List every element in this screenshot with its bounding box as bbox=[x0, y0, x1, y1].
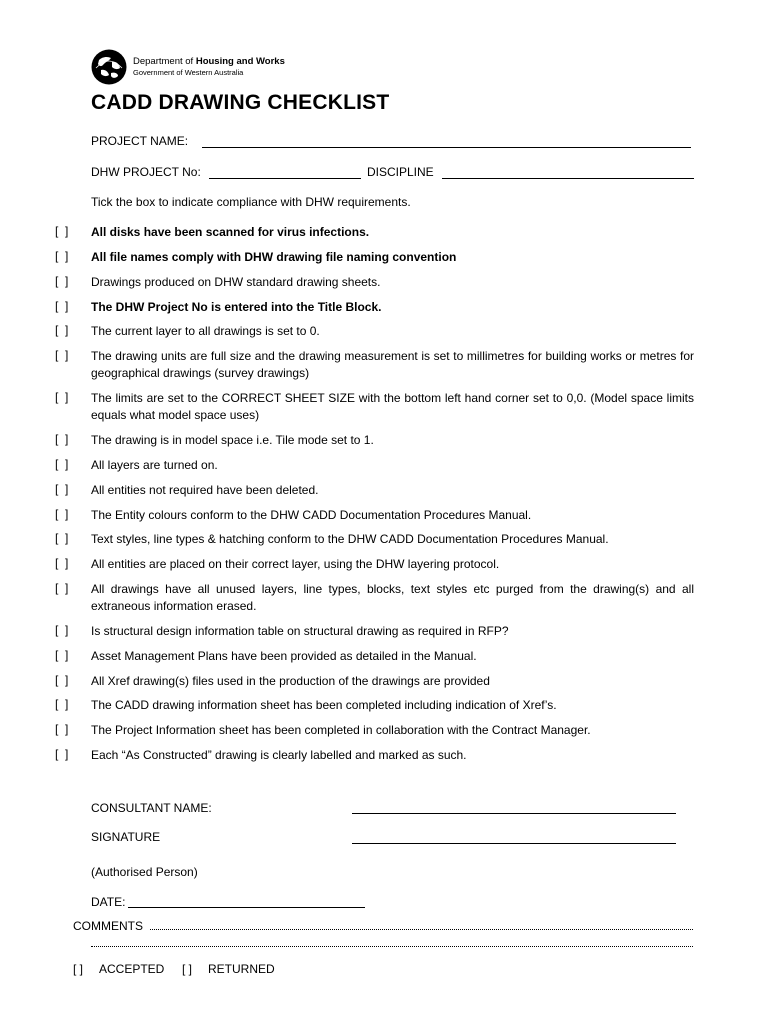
checklist-checkbox[interactable]: [ ] bbox=[55, 224, 69, 238]
project-name-field[interactable] bbox=[202, 147, 691, 148]
signature-label: SIGNATURE bbox=[91, 830, 161, 844]
checklist-checkbox[interactable]: [ ] bbox=[55, 274, 69, 288]
checklist-checkbox[interactable]: [ ] bbox=[55, 507, 69, 521]
checklist-item-text: All drawings have all unused layers, line types, blocks, text styles etc purged from the drawing(s) and all extraneous information erased. bbox=[91, 582, 694, 613]
checklist-checkbox[interactable]: [ ] bbox=[55, 482, 69, 496]
checklist-checkbox[interactable]: [ ] bbox=[55, 390, 69, 404]
dhw-project-no-field[interactable] bbox=[209, 178, 361, 179]
checklist-checkbox[interactable]: [ ] bbox=[55, 697, 69, 711]
checklist-checkbox[interactable]: [ ] bbox=[55, 457, 69, 471]
date-label: DATE: bbox=[91, 895, 126, 909]
checklist-item-text: Each “As Constructed” drawing is clearly labelled and marked as such. bbox=[91, 748, 467, 762]
comments-line-1[interactable] bbox=[150, 929, 693, 930]
government-name: Government of Western Australia bbox=[133, 68, 244, 77]
checklist-item-text: Asset Management Plans have been provided as detailed in the Manual. bbox=[91, 649, 477, 663]
consultant-name-field[interactable] bbox=[352, 813, 676, 814]
checklist-checkbox[interactable]: [ ] bbox=[55, 623, 69, 637]
checklist-item-text: All entities are placed on their correct layer, using the DHW layering protocol. bbox=[91, 557, 500, 571]
returned-checkbox[interactable]: [ ] bbox=[182, 962, 193, 976]
dhw-project-no-label: DHW PROJECT No: bbox=[91, 165, 201, 179]
wa-government-crest-icon bbox=[90, 48, 128, 86]
checklist-checkbox[interactable]: [ ] bbox=[55, 581, 69, 595]
checklist-checkbox[interactable]: [ ] bbox=[55, 348, 69, 362]
comments-label: COMMENTS bbox=[73, 919, 143, 933]
accepted-label: ACCEPTED bbox=[99, 962, 165, 976]
checklist-item-text: Text styles, line types & hatching conform to the DHW CADD Documentation Procedures Manual. bbox=[91, 532, 609, 546]
discipline-field[interactable] bbox=[442, 178, 694, 179]
checklist-checkbox[interactable]: [ ] bbox=[55, 648, 69, 662]
checklist-item-text: The limits are set to the CORRECT SHEET SIZE with the bottom left hand corner set to 0,0. (Model space limits equals what model space uses) bbox=[91, 391, 694, 422]
checklist-checkbox[interactable]: [ ] bbox=[55, 299, 69, 313]
project-name-label: PROJECT NAME: bbox=[91, 134, 189, 148]
checklist-checkbox[interactable]: [ ] bbox=[55, 432, 69, 446]
consultant-name-label: CONSULTANT NAME: bbox=[91, 801, 212, 815]
accepted-checkbox[interactable]: [ ] bbox=[73, 962, 84, 976]
page-title: CADD DRAWING CHECKLIST bbox=[91, 91, 390, 114]
date-field[interactable] bbox=[128, 907, 365, 908]
checklist-item-text: All layers are turned on. bbox=[91, 458, 218, 472]
discipline-label: DISCIPLINE bbox=[367, 165, 434, 179]
checklist-item-text: All disks have been scanned for virus infections. bbox=[91, 225, 370, 239]
checklist-item-text: All Xref drawing(s) files used in the production of the drawings are provided bbox=[91, 674, 490, 688]
comments-line-2[interactable] bbox=[91, 946, 693, 947]
checklist-item-text: All file names comply with DHW drawing file naming convention bbox=[91, 250, 457, 264]
checklist-item-text: The current layer to all drawings is set to 0. bbox=[91, 324, 320, 338]
checklist-checkbox[interactable]: [ ] bbox=[55, 531, 69, 545]
checklist-item-text: The Project Information sheet has been completed in collaboration with the Contract Manager. bbox=[91, 723, 591, 737]
checklist-checkbox[interactable]: [ ] bbox=[55, 747, 69, 761]
checklist-checkbox[interactable]: [ ] bbox=[55, 249, 69, 263]
checklist-item-text: Is structural design information table on structural drawing as required in RFP? bbox=[91, 624, 509, 638]
returned-label: RETURNED bbox=[208, 962, 275, 976]
checklist-checkbox[interactable]: [ ] bbox=[55, 673, 69, 687]
signature-field[interactable] bbox=[352, 843, 676, 844]
instruction-text: Tick the box to indicate compliance with DHW requirements. bbox=[91, 195, 411, 209]
checklist-checkbox[interactable]: [ ] bbox=[55, 556, 69, 570]
checklist-item-text: Drawings produced on DHW standard drawing sheets. bbox=[91, 275, 381, 289]
checklist-item-text: The drawing units are full size and the drawing measurement is set to millimetres for building works or metres for geographical drawings (survey drawings) bbox=[91, 349, 694, 380]
checklist-item-text: The CADD drawing information sheet has been completed including indication of Xref’s. bbox=[91, 698, 557, 712]
checklist-item-text: The drawing is in model space i.e. Tile mode set to 1. bbox=[91, 433, 374, 447]
checklist-item-text: All entities not required have been deleted. bbox=[91, 483, 319, 497]
checklist-checkbox[interactable]: [ ] bbox=[55, 323, 69, 337]
checklist-checkbox[interactable]: [ ] bbox=[55, 722, 69, 736]
authorised-person-note: (Authorised Person) bbox=[91, 865, 198, 879]
checklist-item-text: The DHW Project No is entered into the Title Block. bbox=[91, 300, 382, 314]
checklist-item-text: The Entity colours conform to the DHW CADD Documentation Procedures Manual. bbox=[91, 508, 532, 522]
department-logo bbox=[90, 48, 285, 86]
department-name: Department of Housing and Works bbox=[133, 56, 285, 67]
